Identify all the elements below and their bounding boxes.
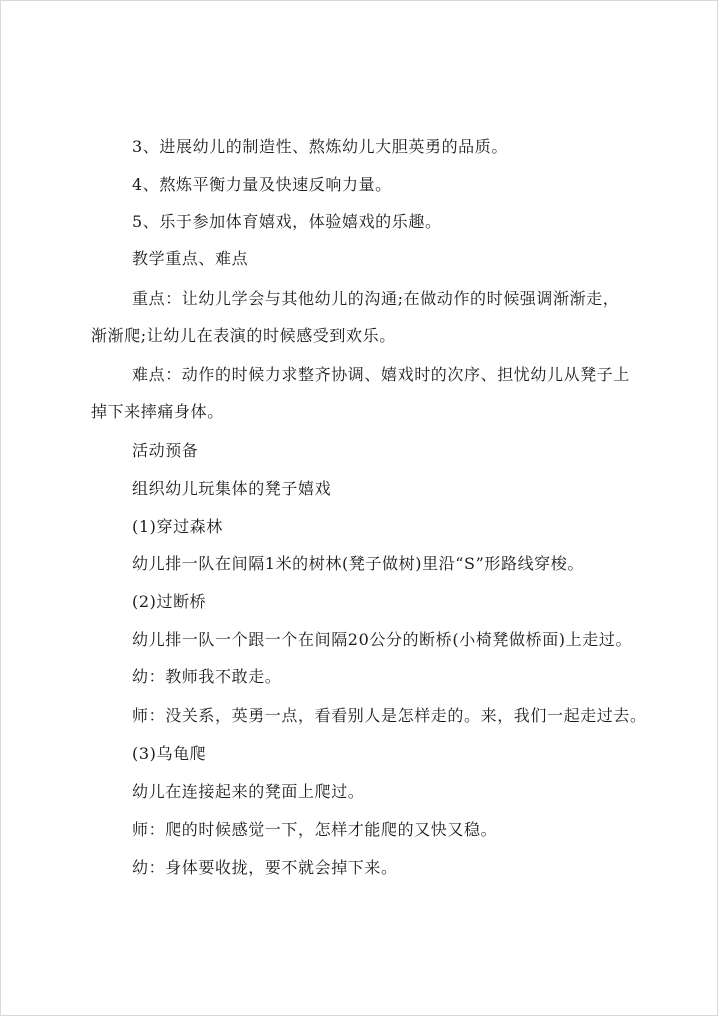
subheading-turtle: (3)乌龟爬 [132, 744, 207, 763]
paragraph-forest: 幼儿排一队在间隔1米的树林(凳子做树)里沿“S”形路线穿梭。 [132, 554, 584, 573]
paragraph-goal-4: 4、熬炼平衡力量及快速反响力量。 [132, 175, 392, 194]
dialogue-teacher-1: 师：没关系，英勇一点，看看别人是怎样走的。来，我们一起走过去。 [132, 706, 647, 725]
dialogue-teacher-2: 师：爬的时候感觉一下，怎样才能爬的又快又稳。 [132, 820, 498, 839]
paragraph-key-point: 重点：让幼儿学会与其他幼儿的沟通;在做动作的时候强调渐渐走， [132, 289, 620, 308]
paragraph-goal-5: 5、乐于参加体育嬉戏，体验嬉戏的乐趣。 [132, 212, 442, 231]
dialogue-child-2: 幼：身体要收拢，要不就会掉下来。 [132, 858, 398, 877]
paragraph-organize: 组织幼儿玩集体的凳子嬉戏 [132, 479, 332, 498]
paragraph-difficulty: 难点：动作的时候力求整齐协调、嬉戏时的次序、担忧幼儿从凳子上 [132, 365, 631, 384]
paragraph-turtle: 幼儿在连接起来的凳面上爬过。 [132, 782, 365, 801]
paragraph-key-point-cont: 渐渐爬;让幼儿在表演的时候感受到欢乐。 [91, 326, 396, 345]
paragraph-difficulty-cont: 掉下来摔痛身体。 [91, 402, 224, 421]
subheading-forest: (1)穿过森林 [132, 517, 223, 536]
heading-key-points: 教学重点、难点 [132, 249, 249, 268]
heading-preparation: 活动预备 [132, 441, 199, 460]
paragraph-goal-3: 3、进展幼儿的制造性、熬炼幼儿大胆英勇的品质。 [132, 137, 508, 156]
dialogue-child-1: 幼：教师我不敢走。 [132, 667, 282, 686]
subheading-bridge: (2)过断桥 [132, 592, 207, 611]
paragraph-bridge: 幼儿排一队一个跟一个在间隔20公分的断桥(小椅凳做桥面)上走过。 [132, 630, 633, 649]
